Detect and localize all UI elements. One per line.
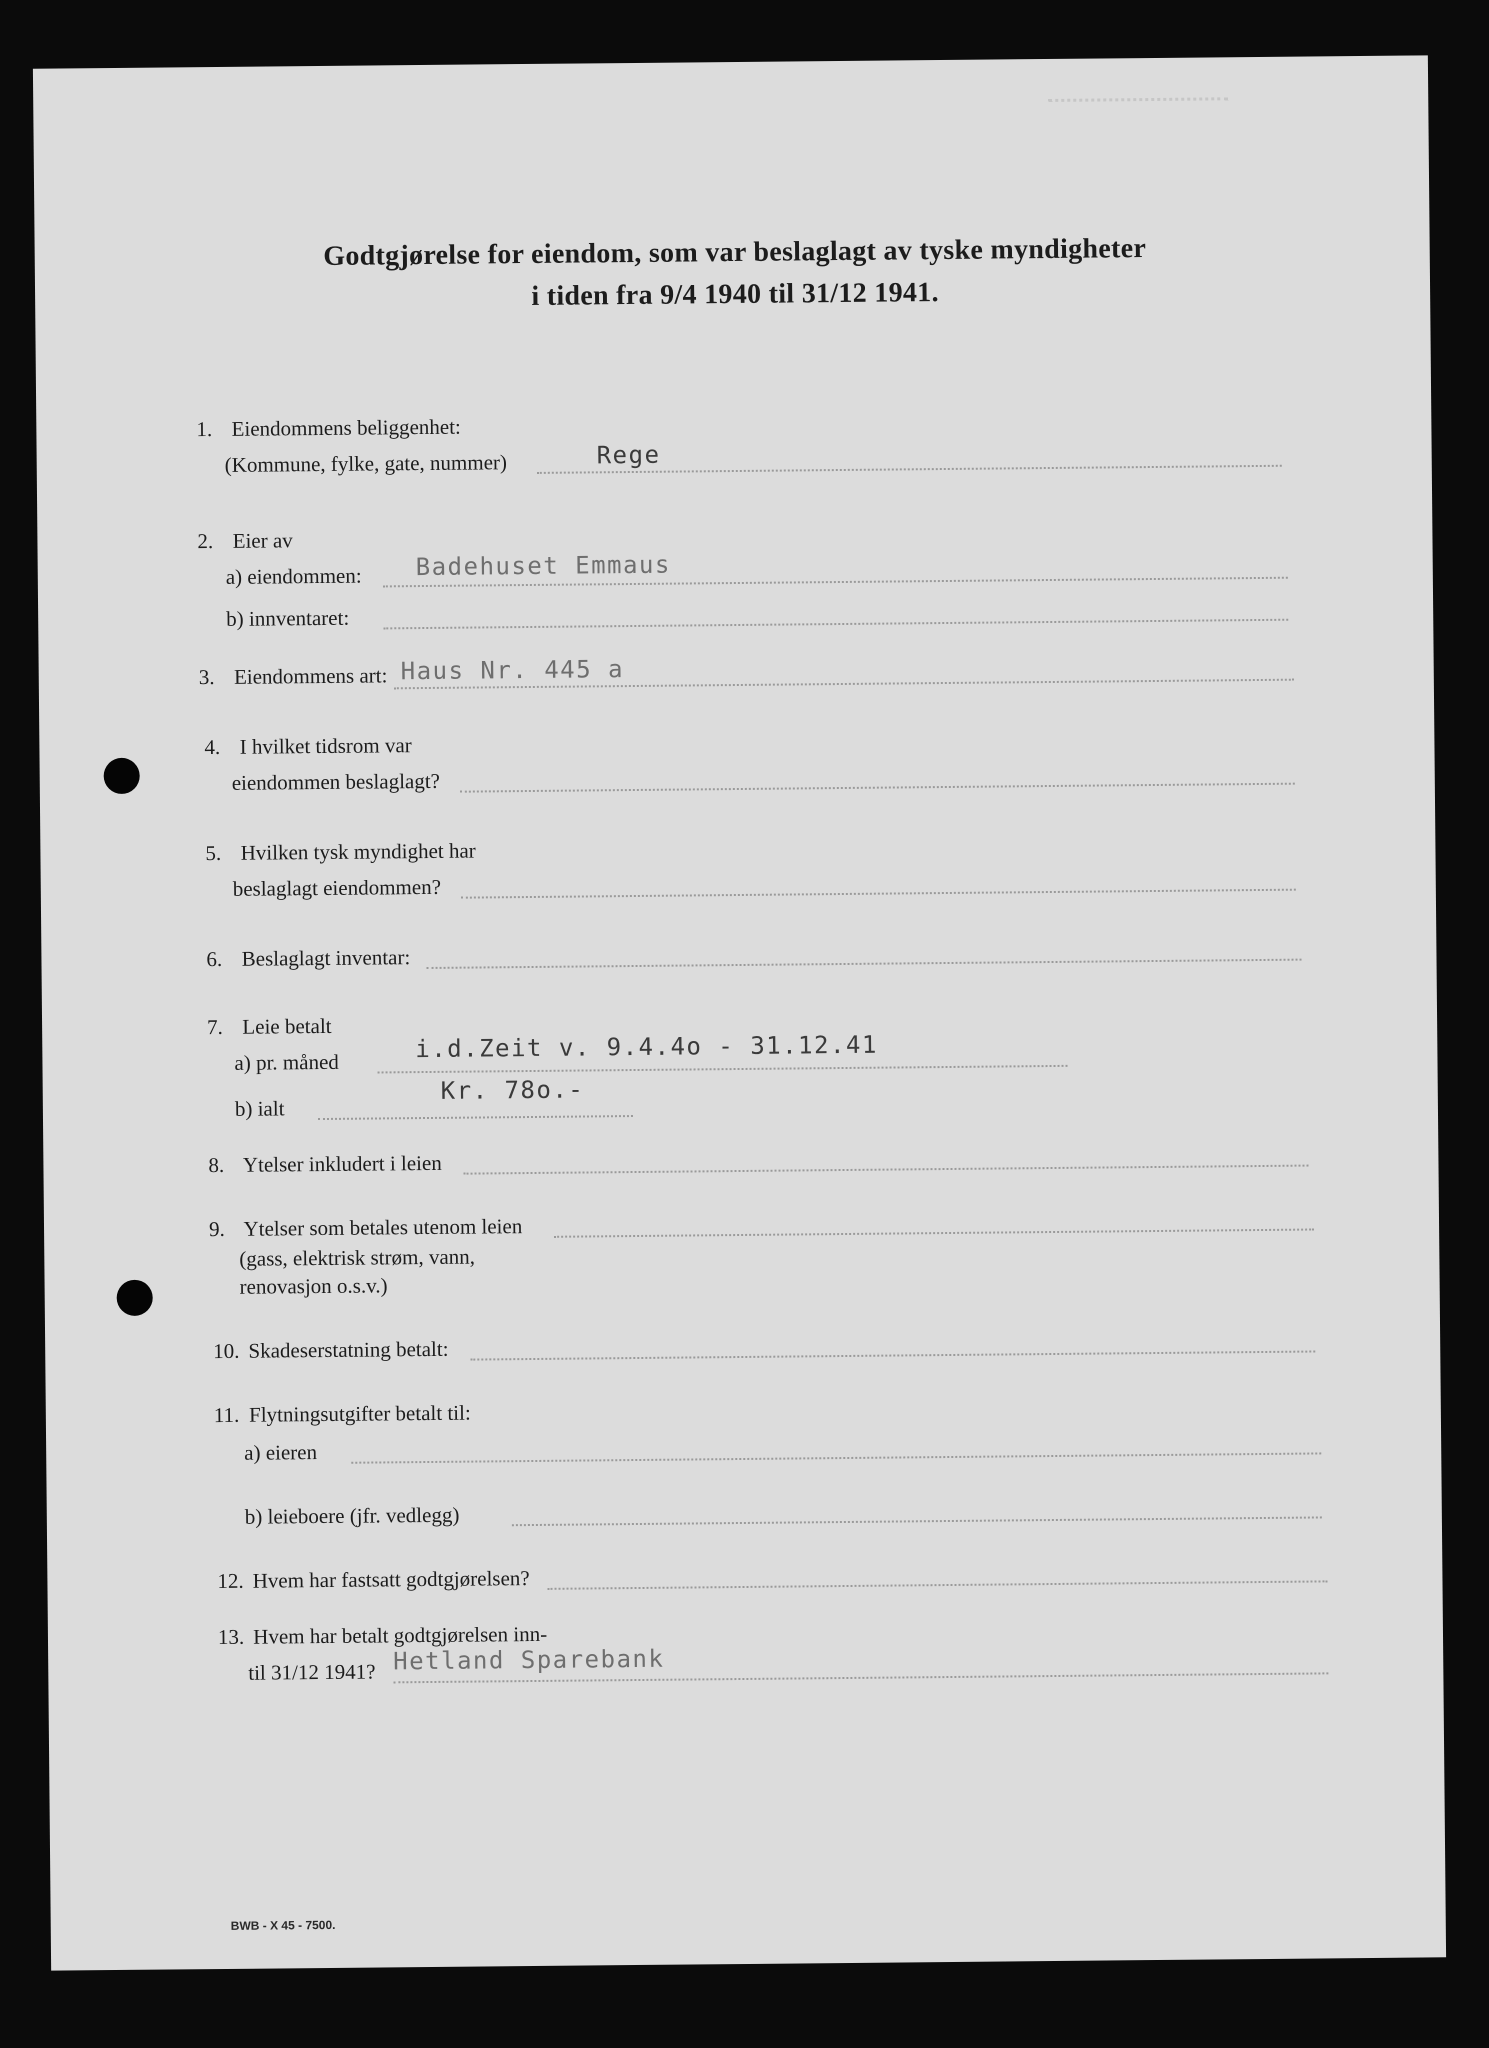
item-11b-sub: b) leieboere (jfr. vedlegg) xyxy=(244,1502,460,1529)
form-sheet xyxy=(33,55,1446,1970)
form-title xyxy=(175,227,1296,322)
item-7a-line xyxy=(378,1065,1068,1074)
title-line-1: Godtgjørelse for eiendom, som var beslaglagt av tyske myndigheter xyxy=(323,233,1147,272)
item-4-sub: eiendommen beslaglagt? xyxy=(231,768,441,795)
item-5-label: 5. Hvilken tysk myndighet har xyxy=(205,838,476,866)
item-13-value: Hetland Sparebank xyxy=(393,1644,665,1676)
item-7a-sub: a) pr. måned xyxy=(234,1049,339,1075)
item-6-label: 6. Beslaglagt inventar: xyxy=(206,945,411,972)
item-1-label: 1. Eiendommens beliggenhet: xyxy=(196,414,461,442)
item-2-label: 2. Eier av xyxy=(197,528,293,554)
item-2b-line xyxy=(383,619,1288,630)
item-8-label: 8. Ytelser inkludert i leien xyxy=(208,1150,442,1178)
item-13-line xyxy=(393,1672,1328,1683)
item-5-line xyxy=(461,889,1296,899)
item-11a-sub: a) eieren xyxy=(244,1440,318,1465)
item-3-value: Haus Nr. 445 a xyxy=(400,655,625,686)
item-11-label: 11. Flytningsutgifter betalt til: xyxy=(213,1400,471,1428)
item-9-sub2: renovasjon o.s.v.) xyxy=(239,1273,388,1299)
item-2b-sub: b) innventaret: xyxy=(226,605,350,631)
form-footer-code: BWB - X 45 - 7500. xyxy=(230,1917,336,1933)
faint-corner-mark xyxy=(1048,79,1228,102)
item-12-label: 12. Hvem har fastsatt godtgjørelsen? xyxy=(217,1566,530,1594)
item-7b-sub: b) ialt xyxy=(234,1096,285,1121)
item-10-label: 10. Skadeserstatning betalt: xyxy=(213,1336,449,1364)
item-4-label: 4. I hvilket tidsrom var xyxy=(204,733,412,760)
item-11b-line xyxy=(512,1516,1322,1526)
item-1-sub: (Kommune, fylke, gate, nummer) xyxy=(224,450,508,477)
item-4-line xyxy=(460,783,1295,793)
item-13-label: 13. Hvem har betalt godtgjørelsen inn- xyxy=(217,1621,548,1650)
item-9-label: 9. Ytelser som betales utenom leien xyxy=(208,1214,523,1242)
item-12-line xyxy=(548,1580,1328,1589)
item-9-sub: (gass, elektrisk strøm, vann, xyxy=(239,1244,476,1271)
title-line-2: i tiden fra 9/4 1940 til 31/12 1941. xyxy=(531,277,939,312)
item-3-label: 3. Eiendommens art: xyxy=(198,663,388,690)
item-6-line xyxy=(427,959,1302,969)
item-11a-line xyxy=(351,1452,1321,1463)
item-2a-value: Badehuset Emmaus xyxy=(415,550,672,582)
item-7b-line xyxy=(318,1115,633,1120)
item-10-line xyxy=(470,1350,1315,1360)
item-5-sub: beslaglagt eiendommen? xyxy=(232,874,442,901)
item-1-value: Rege xyxy=(596,440,661,470)
item-13-sub: til 31/12 1941? xyxy=(248,1659,376,1685)
item-7a-value: i.d.Zeit v. 9.4.4o - 31.12.41 xyxy=(415,1030,878,1064)
item-7-label: 7. Leie betalt xyxy=(206,1013,332,1040)
item-2a-sub: a) eiendommen: xyxy=(225,563,362,589)
punch-hole xyxy=(104,758,140,794)
item-8-line xyxy=(464,1165,1309,1175)
item-9-line xyxy=(554,1228,1314,1237)
item-7b-value: Kr. 78o.- xyxy=(440,1075,585,1105)
punch-hole xyxy=(117,1280,153,1316)
